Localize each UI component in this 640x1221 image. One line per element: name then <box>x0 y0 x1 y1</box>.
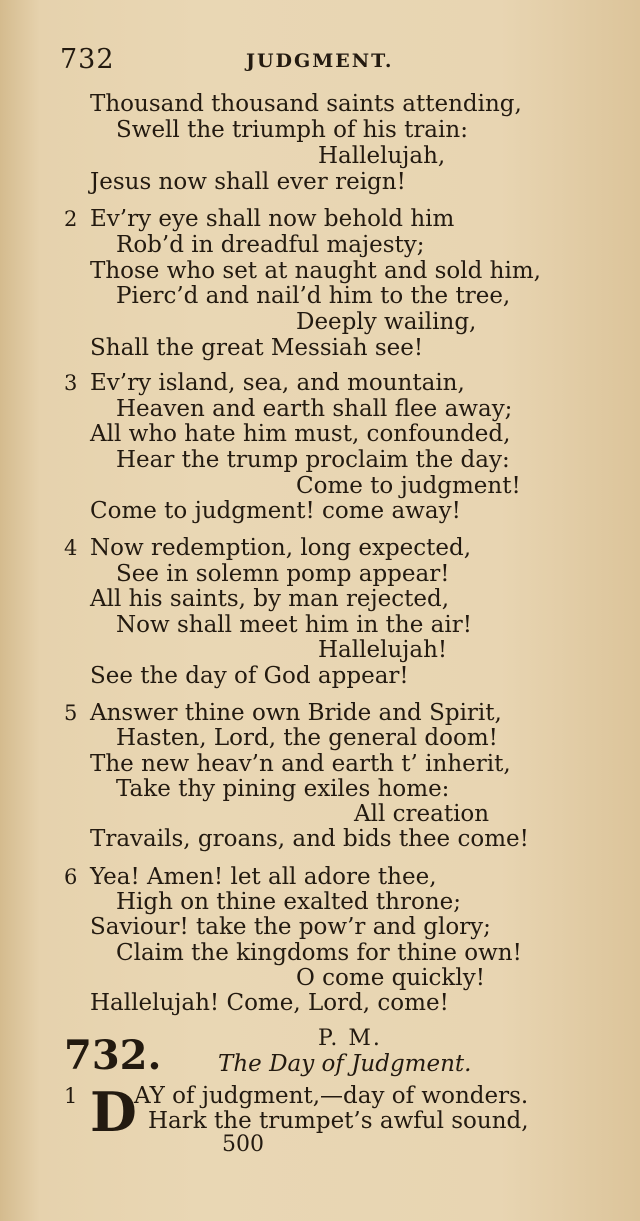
drop-cap: D <box>90 1080 137 1144</box>
footer-page-number: 500 <box>222 1132 264 1157</box>
verse-line: All his saints, by man rejected, <box>90 586 450 612</box>
verse-line: Answer thine own Bride and Spirit, <box>90 700 502 726</box>
verse-line: Now redemption, long expected, <box>90 535 472 561</box>
verse-line: See the day of God appear! <box>90 663 409 689</box>
verse-line: Shall the great Messiah see! <box>90 335 424 361</box>
verse-line: Come to judgment! come away! <box>90 498 461 524</box>
verse-line: Hallelujah! Come, Lord, come! <box>90 990 449 1016</box>
stanza-number: 5 <box>64 701 78 725</box>
verse-line: See in solemn pomp appear! <box>116 561 450 587</box>
verse-line: Hallelujah! <box>318 637 448 663</box>
verse-line: Hark the trumpet’s awful sound, <box>148 1108 529 1134</box>
verse-line: Hasten, Lord, the general doom! <box>116 725 498 751</box>
verse-line: Pierc’d and nail’d him to the tree, <box>116 283 511 309</box>
verse-line: Heaven and earth shall flee away; <box>116 396 513 422</box>
verse-line: Claim the kingdoms for thine own! <box>116 940 522 966</box>
page-header <box>60 44 580 80</box>
verse-line: The new heav’n and earth t’ inherit, <box>90 751 511 777</box>
stanza-number: 4 <box>64 536 78 560</box>
verse-line: AY of judgment,—day of wonders. <box>134 1083 529 1109</box>
verse-line: Jesus now shall ever reign! <box>90 169 406 195</box>
verse-line: Thousand thousand saints attending, <box>90 91 522 117</box>
verse-line: Now shall meet him in the air! <box>116 612 472 638</box>
verse-line: All creation <box>354 801 490 827</box>
verse-line: Ev’ry eye shall now behold him <box>90 206 455 232</box>
verse-line: High on thine exalted throne; <box>116 889 461 915</box>
hymn-number: 732. <box>64 1032 162 1079</box>
header-page-number: 732 <box>60 44 115 75</box>
verse-line: Deeply wailing, <box>296 309 477 335</box>
verse-line: O come quickly! <box>296 965 485 991</box>
verse-line: Hear the trump proclaim the day: <box>116 447 510 473</box>
hymn-meter: P. M. <box>318 1026 382 1051</box>
verse-line: Take thy pining exiles home: <box>116 776 450 802</box>
verse-line: Travails, groans, and bids thee come! <box>90 826 529 852</box>
stanza-number: 3 <box>64 371 78 395</box>
verse-line: Rob’d in dreadful majesty; <box>116 232 425 258</box>
verse-line: Hallelujah, <box>318 143 446 169</box>
stanza-number: 2 <box>64 207 78 231</box>
verse-line: All who hate him must, confounded, <box>90 421 511 447</box>
verse-line: Yea! Amen! let all adore thee, <box>90 864 437 890</box>
header-title: JUDGMENT. <box>246 50 394 72</box>
verse-line: Ev’ry island, sea, and mountain, <box>90 370 465 396</box>
hymn-subtitle: The Day of Judgment. <box>218 1051 472 1077</box>
stanza-number: 6 <box>64 865 78 889</box>
stanza-number: 1 <box>64 1084 78 1108</box>
verse-line: Come to judgment! <box>296 473 521 499</box>
verse-line: Those who set at naught and sold him, <box>90 258 541 284</box>
verse-line: Saviour! take the pow’r and glory; <box>90 914 491 940</box>
verse-line: Swell the triumph of his train: <box>116 117 468 143</box>
